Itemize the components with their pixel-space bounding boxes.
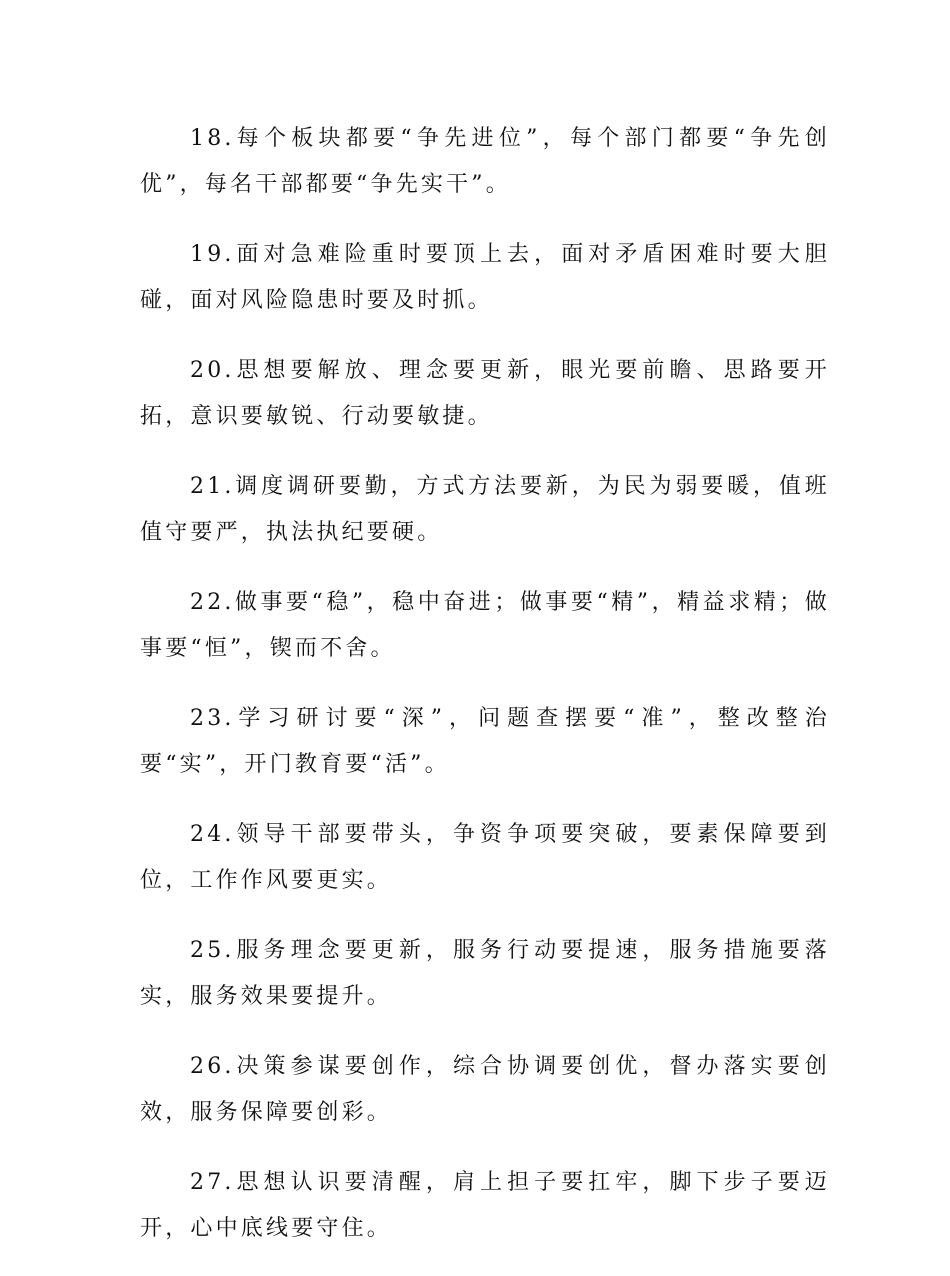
paragraph-24: 24.领导干部要带头，争资争项要突破，要素保障要到位，工作作风要更实。 xyxy=(140,822,830,893)
paragraph-20: 20.思想要解放、理念要更新，眼光要前瞻、思路要开拓，意识要敏锐、行动要敏捷。 xyxy=(140,358,830,429)
paragraph-26: 26.决策参谋要创作，综合协调要创优，督办落实要创效，服务保障要创彩。 xyxy=(140,1054,830,1125)
paragraph-18: 18.每个板块都要“争先进位”，每个部门都要“争先创优”，每名干部都要“争先实干”。 xyxy=(140,126,830,197)
paragraph-23: 23.学习研讨要“深”，问题查摆要“准”，整改整治要“实”，开门教育要“活”。 xyxy=(140,706,830,777)
paragraph-19: 19.面对急难险重时要顶上去，面对矛盾困难时要大胆碰，面对风险隐患时要及时抓。 xyxy=(140,242,830,313)
paragraph-22: 22.做事要“稳”，稳中奋进；做事要“精”，精益求精；做事要“恒”，锲而不舍。 xyxy=(140,590,830,661)
paragraph-21: 21.调度调研要勤，方式方法要新，为民为弱要暖，值班值守要严，执法执纪要硬。 xyxy=(140,474,830,545)
paragraph-25: 25.服务理念要更新，服务行动要提速，服务措施要落实，服务效果要提升。 xyxy=(140,938,830,1009)
paragraph-27: 27.思想认识要清醒，肩上担子要扛牢，脚下步子要迈开，心中底线要守住。 xyxy=(140,1170,830,1241)
document-body xyxy=(140,116,830,1276)
